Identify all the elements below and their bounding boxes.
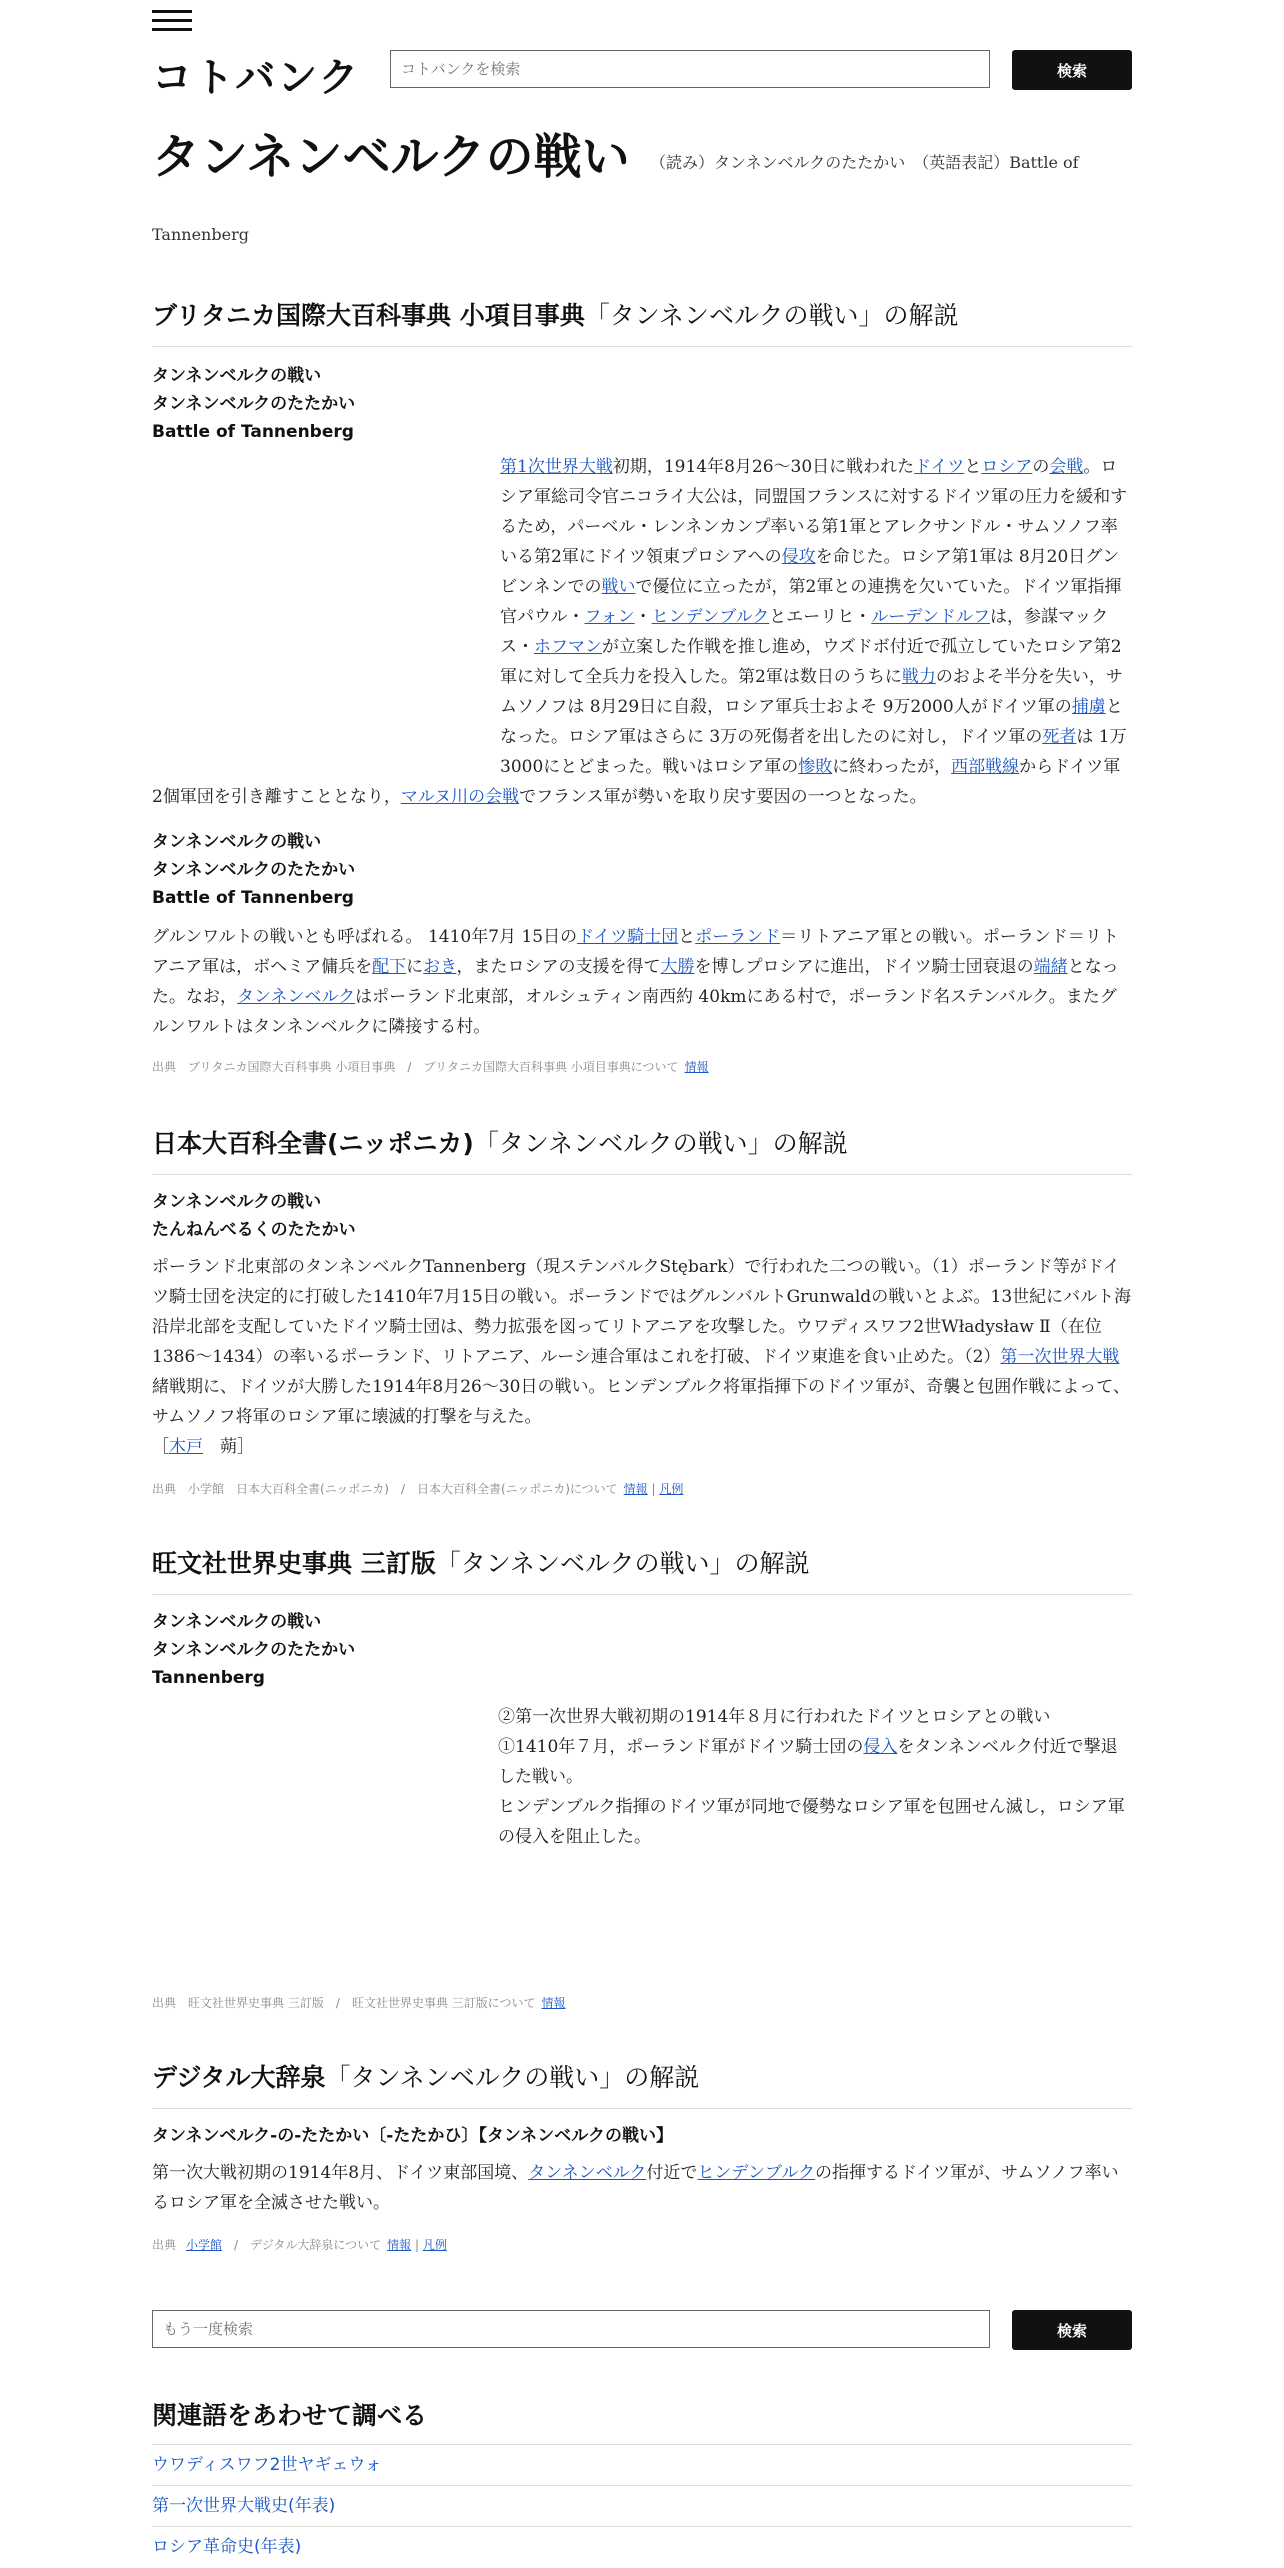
- link-tannenberg[interactable]: タンネンベルク: [237, 987, 356, 1007]
- link-invasion[interactable]: 侵攻: [781, 547, 816, 567]
- related-link[interactable]: ロシア革命史(年表): [152, 2537, 302, 2557]
- list-item: [152, 2526, 1132, 2567]
- link-shinnyu[interactable]: 侵入: [863, 1737, 898, 1757]
- link-russia[interactable]: ロシア: [981, 457, 1033, 477]
- link-ludendorff[interactable]: ルーデンドルフ: [871, 607, 990, 627]
- link-oki[interactable]: おき: [423, 957, 457, 977]
- entry-headword-2: タンネンベルクの戦い タンネンベルクのたたかい Battle of Tannenberg: [152, 832, 356, 908]
- related-link[interactable]: ウワディスワフ2世ヤギェウォ: [152, 2455, 382, 2475]
- entry-text-nipponica: ポーランド北東部のタンネンベルクTannenberg（現ステンバルクStębark）で行われた二つの戦い。（1）ポーランド等がドイツ騎士団を決定的に打破した1410年7月15日の戦い。ポーランドではグルンバルトGrunwaldの戦いとよぶ。13世紀にバルト海沿岸北部を支配していたドイツ騎士団は、勢力拡張を図ってリトアニアを攻撃した。ウワディスワフ2世Władysław Ⅱ（在位1386～1434）の率いるポーランド、リトアニア、ルーシ連合軍はこれを打破、ドイツ東進を食い止めた。（2）第一次世界大戦緒戦期に、ドイツが大勝した1914年8月26～30日の戦い。ヒンデンブルク将軍指揮下のドイツ軍が、奇襲と包囲作戦によって、サムソノフ将軍のロシア軍に壊滅的打撃を与えた。 ［木戸 蒴］: [152, 1257, 1132, 1457]
- link-battle[interactable]: 戦い: [601, 577, 636, 597]
- link-poland[interactable]: ポーランド: [695, 927, 781, 947]
- link-hoffmann[interactable]: ホフマン: [534, 637, 602, 657]
- bottom-search-input[interactable]: [152, 2310, 990, 2348]
- link-wwi[interactable]: 第1次世界大戦: [500, 457, 613, 477]
- link-western-front[interactable]: 西部戦線: [951, 757, 1020, 777]
- link-teutonic[interactable]: ドイツ騎士団: [577, 927, 679, 947]
- related-title: 関連語をあわせて調べる: [152, 2401, 428, 2430]
- entry-headword-nipponica: タンネンベルクの戦い たんねんべるくのたたかい: [152, 1192, 356, 1240]
- hanrei-link[interactable]: 凡例: [659, 1482, 684, 1496]
- info-link[interactable]: 情報: [623, 1482, 648, 1496]
- link-wwi-2[interactable]: 第一次世界大戦: [1000, 1347, 1120, 1367]
- page-title: タンネンベルクの戦い: [152, 129, 630, 185]
- info-link[interactable]: 情報: [684, 1060, 709, 1074]
- info-link[interactable]: 情報: [387, 2238, 412, 2252]
- entry-headword-daijisen: タンネンベルク‐の‐たたかい〔‐たたかひ〕【タンネンベルクの戦い】: [152, 2126, 673, 2146]
- related-list: [152, 2444, 1132, 2567]
- section-title-daijisen: デジタル大辞泉「タンネンベルクの戦い」の解説: [152, 2058, 1132, 2109]
- list-item: [152, 2444, 1132, 2485]
- related-link[interactable]: 第一次世界大戦史(年表): [152, 2496, 336, 2516]
- menu-icon[interactable]: [152, 10, 192, 32]
- reading-line-2: Tannenberg: [152, 225, 249, 244]
- link-marne[interactable]: マルヌ川の会戦: [400, 787, 520, 807]
- link-tannenberg-2[interactable]: タンネンベルク: [528, 2163, 647, 2183]
- section-title-nipponica: 日本大百科全書(ニッポニカ)「タンネンベルクの戦い」の解説: [152, 1124, 1132, 1175]
- entry-text-britannica-2: グルンワルトの戦いとも呼ばれる。 1410年7月 15日のドイツ騎士団とポーランド＝リトアニア軍との戦い。ポーランド＝リトアニア軍は，ボヘミア傭兵を配下におき，またロシアの支援を得て大勝を博しプロシアに進出，ドイツ騎士団衰退の端緒となった。なお，タンネンベルクはポーランド北東部，オルシュティン南西約 40kmにある村で，ポーランド名ステンバルク。またグルンワルトはタンネンベルクに隣接する村。: [152, 927, 1119, 1037]
- section-title-obunsha: 旺文社世界史事典 三訂版「タンネンベルクの戦い」の解説: [152, 1544, 1132, 1595]
- source-britannica: 出典 ブリタニカ国際大百科事典 小項目事典 / ブリタニカ国際大百科事典 小項目事典について 情報: [152, 1060, 709, 1074]
- author-link[interactable]: 木戸: [169, 1437, 203, 1457]
- site-logo[interactable]: コトバンク: [152, 55, 361, 101]
- link-germany[interactable]: ドイツ: [914, 457, 965, 477]
- bottom-search-button[interactable]: 検索: [1012, 2310, 1132, 2350]
- link-zanpai[interactable]: 惨敗: [798, 757, 833, 777]
- entry-text-britannica-1: 第1次世界大戦初期，1914年8月26～30日に戦われたドイツとロシアの会戦。ロシア軍総司令官ニコライ大公は，同盟国フランスに対するドイツ軍の圧力を緩和するため，パーベル・レンネンカンプ率いる第1軍とアレクサンドル・サムソノフ率いる第2軍にドイツ領東プロシアへの侵攻を命じた。ロシア第1軍は 8月20日グンビンネンでの戦いで優位に立ったが，第2軍との連携を欠いていた。ドイツ軍指揮官パウル・フォン・ヒンデンブルクとエーリヒ・ルーデンドルフは，参謀マックス・ホフマンが立案した作戦を推し進め，ウズドボ付近で孤立していたロシア第2軍に対して全兵力を投入した。第2軍は数日のうちに戦力のおよそ半分を失い，サムソノフは 8月29日に自殺，ロシア軍兵士およそ 9万2000人がドイツ軍の捕虜となった。ロシア軍はさらに 3万の死傷者を出したのに対し，ドイツ軍の死者は 1万3000にとどまった。戦いはロシア軍の惨敗に終わったが，西部戦線からドイツ軍 2個軍団を引き離すこととなり，マルヌ川の会戦でフランス軍が勢いを取り戻す要因の一つとなった。: [152, 457, 1128, 807]
- link-haika[interactable]: 配下: [372, 957, 407, 977]
- section-title-britannica: ブリタニカ国際大百科事典 小項目事典「タンネンベルクの戦い」の解説: [152, 296, 1132, 347]
- link-horyo[interactable]: 捕虜: [1071, 697, 1106, 717]
- entry-text-obunsha: ②第一次世界大戦初期の1914年８月に行われたドイツとロシアとの戦い ①1410年７月，ポーランド軍がドイツ騎士団の侵入をタンネンベルク付近で撃退した戦い。 ヒンデンブルク指揮のドイツ軍が同地で優勢なロシア軍を包囲せん滅し，ロシア軍の侵入を阻止した。: [498, 1707, 1125, 1847]
- info-link[interactable]: 情報: [541, 1996, 566, 2010]
- reading-line: （読み）タンネンベルクのたたかい （英語表記）Battle of: [650, 153, 1079, 172]
- list-item: [152, 2485, 1132, 2526]
- link-tansho[interactable]: 端緒: [1033, 957, 1068, 977]
- source-daijisen: 出典 小学館 / デジタル大辞泉について 情報 | 凡例: [152, 2238, 447, 2252]
- entry-headword-obunsha: タンネンベルクの戦い タンネンベルクのたたかい Tannenberg: [152, 1612, 356, 1688]
- link-senryoku[interactable]: 戦力: [901, 667, 936, 687]
- search-button[interactable]: 検索: [1012, 50, 1132, 90]
- link-hindenburg-2[interactable]: ヒンデンブルク: [697, 2163, 816, 2183]
- entry-headword: タンネンベルクの戦い タンネンベルクのたたかい Battle of Tannenberg: [152, 366, 356, 442]
- link-von[interactable]: フォン: [584, 607, 635, 627]
- search-input[interactable]: [390, 50, 990, 88]
- link-kaisen[interactable]: 会戦: [1049, 457, 1084, 477]
- hanrei-link[interactable]: 凡例: [422, 2238, 447, 2252]
- link-hindenburg[interactable]: ヒンデンブルク: [651, 607, 770, 627]
- entry-text-daijisen: 第一次大戦初期の1914年8月、ドイツ東部国境、タンネンベルク付近でヒンデンブルクの指揮するドイツ軍が、サムソノフ率いるロシア軍を全滅させた戦い。: [152, 2163, 1119, 2213]
- link-taisho[interactable]: 大勝: [660, 957, 695, 977]
- source-nipponica: 出典 小学館 日本大百科全書(ニッポニカ) / 日本大百科全書(ニッポニカ)について 情報 | 凡例: [152, 1482, 684, 1496]
- link-shisha[interactable]: 死者: [1042, 727, 1077, 747]
- source-obunsha: 出典 旺文社世界史事典 三訂版 / 旺文社世界史事典 三訂版について 情報: [152, 1996, 566, 2010]
- publisher-link[interactable]: 小学館: [186, 2238, 223, 2252]
